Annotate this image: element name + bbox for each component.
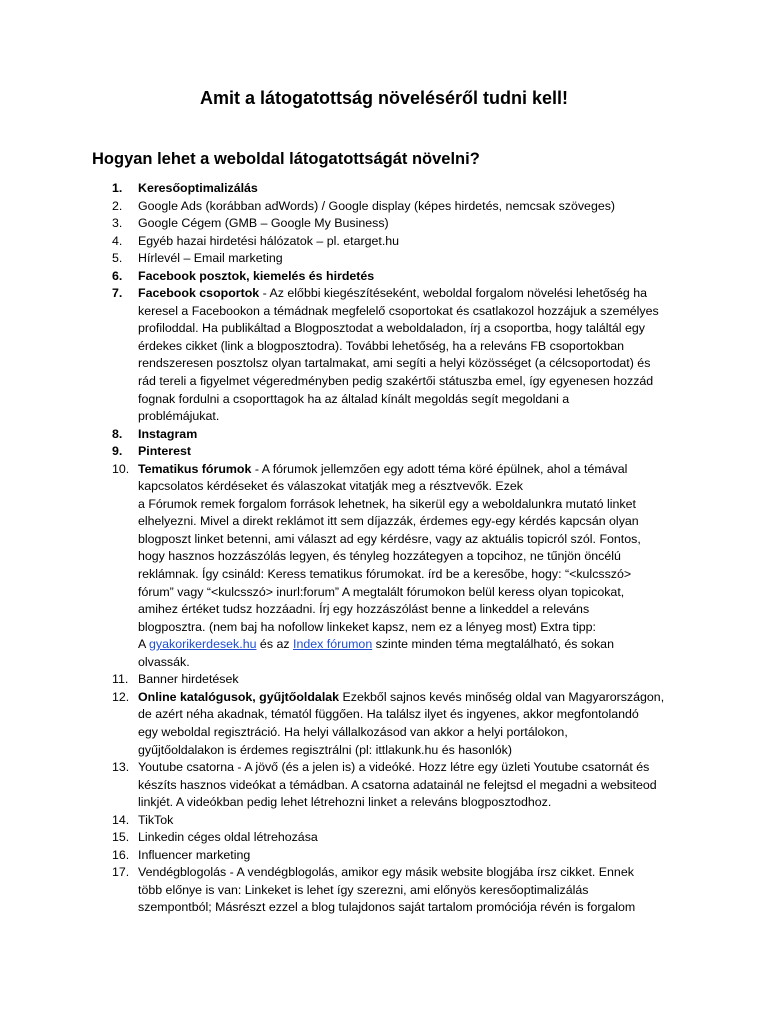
list-item-text: egy weboldal regisztráció. Ha helyi vállalkozásod van akkor a helyi portálokon,	[138, 724, 568, 739]
list-item-text: készíts hasznos videókat a témádban. A csatorna adatainál ne felejtsd el megadni a websiteod	[138, 777, 657, 792]
list-number: 5.	[112, 251, 123, 266]
list-item-text: szempontból; Másrészt ezzel a blog tulajdonos saját tartalom promóciója révén is forgalom	[138, 900, 636, 915]
list-item-text: olvassák.	[138, 654, 190, 669]
list-item-text: több előnye is van: Linkeket is lehet így szerezni, ami előnyös keresőoptimalizálás	[138, 882, 589, 897]
list-item-text: fórum” vagy “<kulcsszó> inurl:forum” A megtalált fórumokon belül keress olyan topicokat,	[138, 584, 625, 599]
list-item-text: a Fórumok remek forgalom források lehetnek, ha sikerül egy a weboldalunkra mutató linket	[138, 496, 636, 511]
list-item	[0, 461, 768, 672]
list-item-text: hogy hasznos hozzászólás legyen, és tényleg hozzátegyen a topcihoz, ne tűnjön öncélú	[138, 549, 621, 564]
list-item-text: Youtube csatorna - A jövő (és a jelen is) a videóké. Hozz létre egy üzleti Youtube csatornát és	[138, 760, 650, 775]
list-item-text: rendszeresen posztolsz olyan tartalmakat, ami segíti a helyi közösséget (a célcsoportodat) és	[138, 356, 651, 371]
list-item	[0, 689, 768, 759]
list-item-text: keresel a Facebookon a témádnak megfelelő csoportokat és csatlakozol hozzájuk a személyes	[138, 303, 659, 318]
list-item-text: blogposztra. (nem baj ha nofollow linkeket kapsz, nem ez a lényeg most) Extra tipp:	[138, 619, 596, 634]
list-item-text: Google Cégem (GMB – Google My Business)	[138, 216, 389, 231]
list-item	[0, 268, 768, 286]
list-item-text: Linkedin céges oldal létrehozása	[138, 830, 318, 845]
list-item-text: Google Ads (korábban adWords) / Google display (képes hirdetés, nemcsak szöveges)	[138, 198, 616, 213]
list-item-text: rád tereli a figyelmet végeredményben pedig szakértői státuszba emel, így egyenesen hozzád	[138, 374, 654, 389]
index-forum-link[interactable]: Index fórumon	[293, 637, 373, 652]
list-item	[0, 233, 768, 251]
list-item-text: elhelyezni. Mivel a direkt reklámot itt sem díjazzák, érdemes egy-egy kérdés kapcsán olyan	[138, 514, 639, 529]
list-item-text: Facebook posztok, kiemelés és hirdetés	[138, 268, 375, 283]
list-item-text: kapcsolatos kérdéseket és válaszokat vitatják meg a résztvevők. Ezek	[138, 479, 523, 494]
list-number: 2.	[112, 198, 123, 213]
list-item-lead: Tematikus fórumok	[138, 461, 252, 476]
list-item-text: Influencer marketing	[138, 847, 251, 862]
list-item-text: és az	[256, 637, 293, 652]
list-number: 17.	[112, 865, 130, 880]
list-item-text: amihez értéket tudsz hozzáadni. Írj egy hozzászólást benne a linkeddel a releváns	[138, 602, 590, 617]
list-item-text: - A fórumok jellemzően egy adott téma köré épülnek, ahol a témával	[251, 461, 628, 476]
list-item	[0, 443, 768, 461]
list-item-text: Egyéb hazai hirdetési hálózatok – pl. etarget.hu	[138, 233, 400, 248]
list-item-text: érdekes cikket (link a blogposztodra). További lehetőség, ha a releváns FB csoportokban	[138, 338, 625, 353]
list-item	[0, 847, 768, 865]
list-number: 16.	[112, 847, 130, 862]
list-item-text: - Az előbbi kiegészítéseként, weboldal forgalom növelési lehetőség ha	[259, 286, 647, 301]
list-item	[0, 285, 768, 425]
list-number: 13.	[112, 760, 130, 775]
list-number: 12.	[112, 689, 130, 704]
list-item	[0, 829, 768, 847]
list-number: 14.	[112, 812, 130, 827]
list-item	[0, 864, 768, 917]
list-item-text: Ezekből sajnos kevés minőség oldal van Magyarországon,	[339, 689, 665, 704]
list-number: 3.	[112, 216, 123, 231]
list-item-text: fognak fordulni a csoporttagok ha az általad kínált megoldás segít megoldani a	[138, 391, 570, 406]
list-item-text: szinte minden téma megtalálható, és sokan	[372, 637, 614, 652]
document-title: Amit a látogatottság növeléséről tudni kell!	[199, 88, 569, 108]
list-item-text: linkjét. A videókban pedig lehet létrehozni linket a releváns blogposztodhoz.	[138, 795, 552, 810]
list-item	[0, 426, 768, 444]
list-item-text: profiloddal. Ha publikáltad a Blogposztodat a weboldaladon, írj a csoportba, hogy találtál egy	[138, 321, 645, 336]
list-item-text: problémájukat.	[138, 409, 220, 424]
list-item-text: gyűjtőoldalakon is érdemes regisztrálni (pl: ittlakunk.hu és hasonlók)	[138, 742, 512, 757]
list-item	[0, 198, 768, 216]
list-item	[0, 180, 768, 198]
list-item-lead: Online katalógusok, gyűjtőoldalak	[138, 689, 340, 704]
section-heading: Hogyan lehet a weboldal látogatottságát növelni?	[92, 150, 480, 168]
list-number: 6.	[112, 268, 123, 283]
list-item-lead: Facebook csoportok	[138, 286, 260, 301]
list-number: 7.	[112, 286, 123, 301]
list-item-text: blogposzt linket betenni, ami választ ad egy kérdésre, vagy az aktuális topicról szól. Fontos,	[138, 531, 641, 546]
list-item	[0, 671, 768, 689]
list-number: 8.	[112, 426, 123, 441]
list-item-text: de azért néha akadnak, tématól függően. Ha találsz ilyet és ingyenes, akkor megfontolandó	[138, 707, 639, 722]
list-number: 11.	[112, 672, 129, 687]
traffic-methods-list	[0, 180, 768, 917]
list-item	[0, 215, 768, 233]
list-item	[0, 759, 768, 812]
list-item-text: A	[138, 637, 150, 652]
gyakorikerdesek-link[interactable]: gyakorikerdesek.hu	[149, 637, 257, 652]
list-item	[0, 812, 768, 830]
list-item-text: TikTok	[138, 812, 174, 827]
list-item-text: Banner hirdetések	[138, 672, 239, 687]
list-number: 10.	[112, 461, 130, 476]
list-item	[0, 250, 768, 268]
list-number: 15.	[112, 830, 130, 845]
list-number: 4.	[112, 233, 123, 248]
list-item-text: Instagram	[138, 426, 198, 441]
list-item-text: Pinterest	[138, 444, 192, 459]
list-item-text: Vendégblogolás - A vendégblogolás, amikor egy másik website blogjába írsz cikket. Ennek	[138, 865, 634, 880]
list-number: 9.	[112, 444, 123, 459]
list-number: 1.	[112, 181, 123, 195]
list-item-text: Keresőoptimalizálás	[138, 181, 258, 195]
list-item-text: reklámnak. Így csináld: Keress tematikus fórumokat. írd be a keresőbe, hogy: “<kulcsszó>	[138, 567, 632, 582]
list-item-text: Hírlevél – Email marketing	[138, 251, 283, 266]
